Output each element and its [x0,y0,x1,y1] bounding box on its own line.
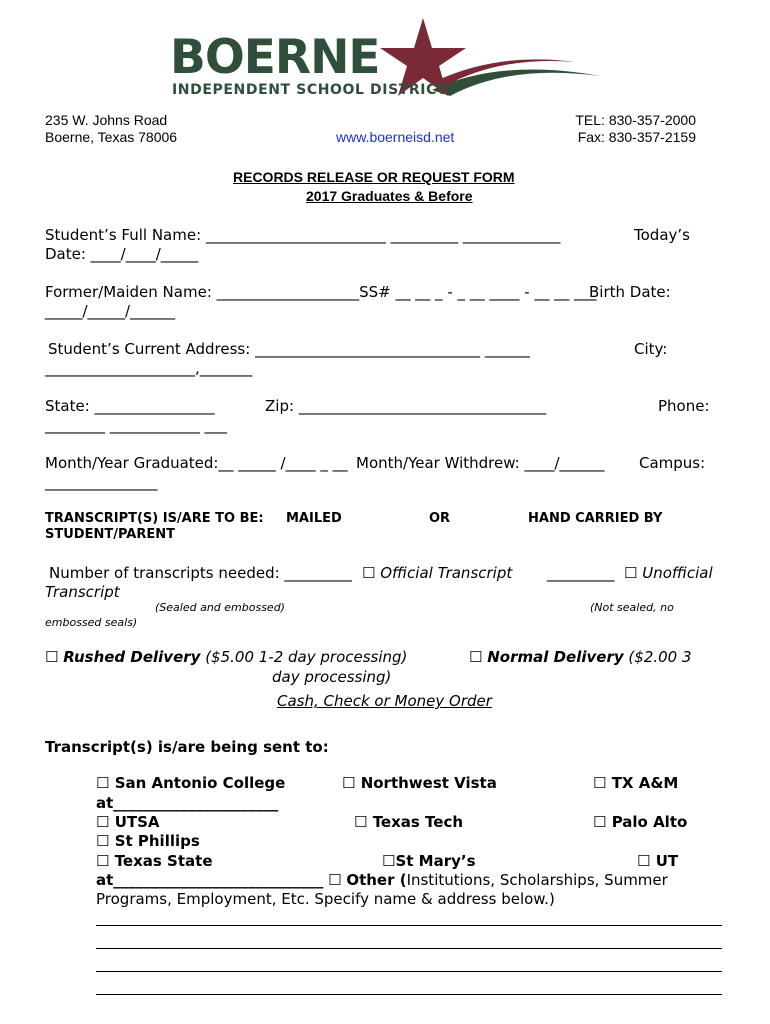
state-field[interactable]: State: ________________ [45,397,215,415]
utsa-checkbox[interactable]: ☐ [96,813,110,831]
northwest-vista-option[interactable] [342,774,497,792]
transcript-to-be-label: TRANSCRIPT(S) IS/ARE TO BE: [45,511,264,526]
ut-option[interactable] [637,852,678,870]
district-logo [170,18,610,98]
hand-carried-label: HAND CARRIED BY [528,511,663,526]
st-phillips-option[interactable] [96,832,200,850]
form-subtitle: 2017 Graduates & Before [306,188,473,204]
unofficial-checkbox[interactable]: ☐ [624,564,638,582]
not-sealed-note: (Not sealed, no [590,601,674,614]
utsa-option[interactable] [96,813,160,831]
current-address-field[interactable]: Student’s Current Address: ______________________________ ______ [48,340,530,358]
palo-alto-label: Palo Alto [611,813,688,831]
website-link[interactable]: www.boerneisd.net [336,129,455,145]
unofficial-count-field[interactable]: _________ [547,564,615,582]
northwest-checkbox[interactable]: ☐ [342,774,356,792]
birth-date-field[interactable]: _____/_____/______ [45,302,176,320]
address-line-3[interactable] [96,971,722,972]
telephone: TEL: 830-357-2000 [575,112,696,128]
other-checkbox[interactable]: ☐ [328,871,342,889]
st-phillips-label: St Phillips [114,832,200,850]
payment-methods: Cash, Check or Money Order [277,692,492,710]
other-detail-continued: Programs, Employment, Etc. Specify name & address below.) [96,890,555,908]
campus-field[interactable]: _______________ [45,473,158,491]
mailed-option[interactable] [286,511,342,526]
texas-tech-label: Texas Tech [372,813,464,831]
normal-detail: ($2.00 3 [628,648,692,666]
tamu-checkbox[interactable]: ☐ [593,774,607,792]
sent-to-heading: Transcript(s) is/are being sent to: [45,738,329,756]
month-year-graduated-field[interactable]: Month/Year Graduated:__ _____ /____ _ __ [45,454,348,472]
normal-detail-continued: day processing) [272,668,392,686]
other-detail: Institutions, Scholarships, Summer [406,871,668,889]
address-line-4[interactable] [96,994,722,995]
sealed-note: (Sealed and embossed) [155,601,285,614]
phone-label: Phone: [658,397,710,415]
official-checkbox[interactable]: ☐ [362,564,376,582]
texas-state-option[interactable] [96,852,213,870]
transcript-count-field[interactable]: Number of transcripts needed: _________ [49,564,352,582]
birth-date-label: Birth Date: [589,283,671,301]
ut-label: UT [655,852,679,870]
rushed-delivery-option[interactable] [45,648,407,666]
tamu-label: TX A&M [611,774,679,792]
normal-label: Normal Delivery [487,648,624,666]
zip-field[interactable]: Zip: _________________________________ [265,397,547,415]
texas-state-checkbox[interactable]: ☐ [96,852,110,870]
ut-checkbox[interactable]: ☐ [637,852,651,870]
embossed-note: embossed seals) [45,616,138,629]
todays-label: Today’s [634,226,690,244]
city-field[interactable]: ____________________,_______ [45,359,253,377]
student-full-name-field[interactable]: Student’s Full Name: ________________________ _________ _____________ [45,226,561,244]
rushed-label: Rushed Delivery [63,648,201,666]
transcript-word: Transcript [45,583,120,601]
fax: Fax: 830-357-2159 [577,129,696,145]
unofficial-transcript-option[interactable] [624,564,713,582]
mailed-label: MAILED [286,511,342,526]
other-line [96,871,668,889]
st-marys-label: St Mary’s [395,852,476,870]
ut-at-field[interactable]: at____________________________ [96,871,324,889]
city-label: City: [634,340,668,358]
normal-checkbox[interactable]: ☐ [469,648,483,666]
utsa-label: UTSA [114,813,160,831]
address-line-1[interactable] [96,925,722,926]
st-marys-checkbox[interactable]: ☐ [382,852,396,870]
student-parent-label: STUDENT/PARENT [45,527,175,542]
northwest-label: Northwest Vista [360,774,497,792]
san-antonio-checkbox[interactable]: ☐ [96,774,110,792]
month-year-withdrew-field[interactable]: Month/Year Withdrew: ____/______ [356,454,605,472]
other-label: Other ( [346,871,407,889]
st-marys-option[interactable] [382,852,476,870]
normal-delivery-option[interactable] [469,648,692,666]
logo-subtitle: INDEPENDENT SCHOOL DISTRICT [172,82,448,98]
texas-state-label: Texas State [114,852,213,870]
campus-label: Campus: [639,454,706,472]
logo-name: BOERNE [170,30,380,85]
form-title: RECORDS RELEASE OR REQUEST FORM [233,169,515,185]
st-phillips-checkbox[interactable]: ☐ [96,832,110,850]
official-label: Official Transcript [380,564,513,582]
texas-tech-checkbox[interactable]: ☐ [354,813,368,831]
address-line2: Boerne, Texas 78006 [45,129,178,145]
phone-field[interactable]: ________ ____________ ___ [45,416,228,434]
date-field[interactable]: Date: ____/____/_____ [45,245,199,263]
address-line1: 235 W. Johns Road [45,112,168,128]
palo-alto-option[interactable] [593,813,687,831]
rushed-checkbox[interactable]: ☐ [45,648,59,666]
rushed-detail: ($5.00 1-2 day processing) [205,648,408,666]
official-transcript-option[interactable] [362,564,512,582]
address-line-2[interactable] [96,948,722,949]
unofficial-label: Unofficial [642,564,713,582]
maiden-name-ss-field[interactable]: Former/Maiden Name: ___________________SS# __ __ _ - _ __ ____ - __ __ ___ [45,283,597,301]
tamu-at-field[interactable]: at______________________ [96,794,279,812]
or-label: OR [429,511,451,526]
hand-carried-option[interactable] [528,511,662,526]
san-antonio-label: San Antonio College [114,774,286,792]
san-antonio-option[interactable] [96,774,285,792]
palo-alto-checkbox[interactable]: ☐ [593,813,607,831]
texas-tech-option[interactable] [354,813,463,831]
tamu-option[interactable] [593,774,678,792]
